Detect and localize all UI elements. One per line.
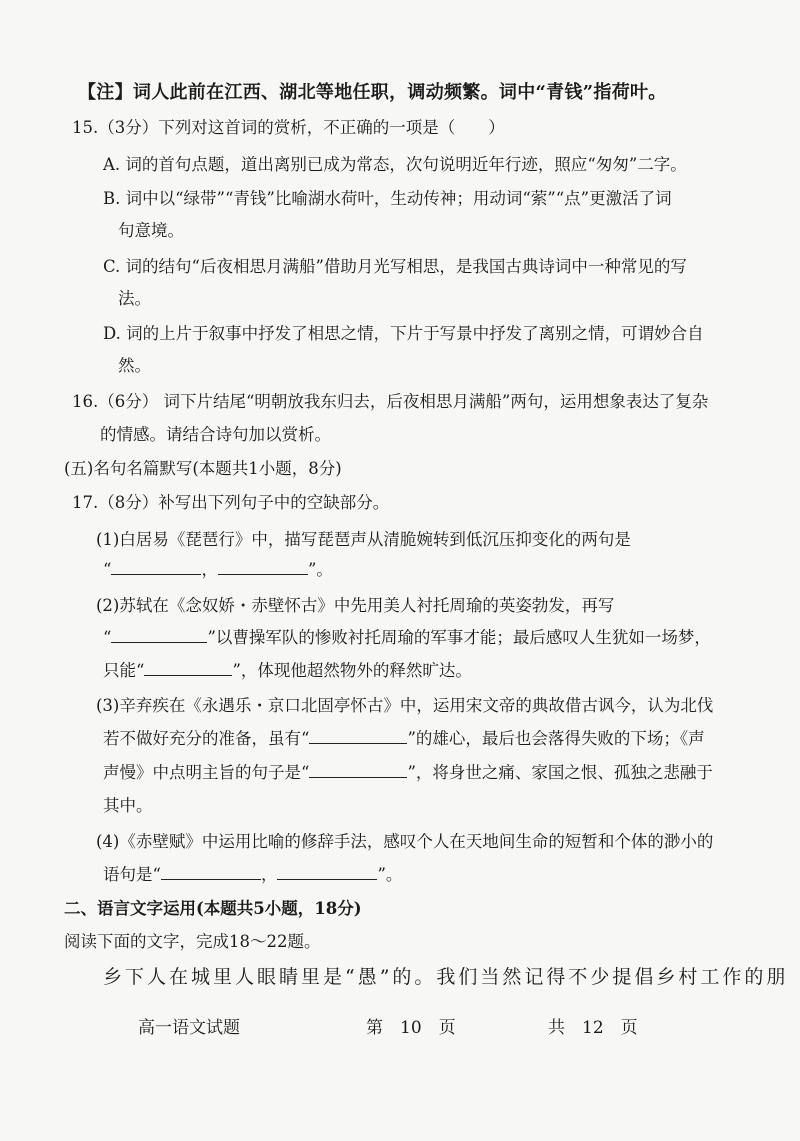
q17-part3-line2: 若不做好充分的准备，虽有“ ”的雄心，最后也会落得失败的下场；《声 (103, 729, 705, 748)
q17-part1-line1: (1)白居易《琵琶行》中，描写琵琶声从清脆婉转到低沉压抑变化的两句是 (96, 530, 631, 549)
question-16-line2: 的情感。请结合诗句加以赏析。 (100, 425, 331, 444)
q17-part3-line1: (3)辛弃疾在《永遇乐・京口北固亭怀古》中，运用宋文帝的典故借古讽今，认为北伐 (96, 696, 714, 715)
q17-part2-line1: (2)苏轼在《念奴娇・赤壁怀古》中先用美人衬托周瑜的英姿勃发，再写 (96, 596, 615, 615)
answer-blank[interactable] (111, 560, 201, 575)
answer-blank[interactable] (111, 628, 207, 643)
footer-page-number: 第 10 页 (366, 1018, 456, 1038)
option-d-line1: D. 词的上片于叙事中抒发了相思之情，下片于写景中抒发了离别之情，可谓妙合自 (103, 324, 704, 343)
answer-blank[interactable] (309, 763, 407, 778)
reading-instruction: 阅读下面的文字，完成18～22题。 (64, 932, 321, 951)
question-17-stem: 17.（8分）补写出下列句子中的空缺部分。 (72, 493, 390, 512)
q17-part1-answer-line: “ ， ”。 (103, 560, 333, 579)
question-15-stem: 15.（3分）下列对这首词的赏析，不正确的一项是（ ） (72, 118, 505, 137)
answer-blank[interactable] (309, 729, 407, 744)
option-c-line1: C. 词的结句“后夜相思月满船”借助月光写相思，是我国古典诗词中一种常见的写 (103, 257, 687, 276)
section-5-heading: (五)名句名篇默写(本题共1小题，8分) (64, 459, 342, 478)
annotation-note: 【注】词人此前在江西、湖北等地任职，调动频繁。词中“青钱”指荷叶。 (78, 82, 667, 103)
option-c-line2: 法。 (118, 289, 151, 308)
option-a: A. 词的首句点题，道出离别已成为常态，次句说明近年行迹，照应“匆匆”二字。 (103, 155, 687, 174)
footer-title: 高一语文试题 (138, 1018, 240, 1038)
q17-part3-line4: 其中。 (103, 796, 153, 815)
answer-blank[interactable] (218, 560, 308, 575)
q17-part2-line2: “ ”以曹操军队的惨败衬托周瑜的军事才能；最后感叹人生犹如一场梦， (103, 628, 711, 647)
option-d-line2: 然。 (118, 356, 151, 375)
section-2-heading: 二、语言文字运用(本题共5小题，18分) (64, 899, 362, 918)
option-b-line1: B. 词中以“绿带”“青钱”比喻湖水荷叶，生动传神；用动词“萦”“点”更激活了词 (103, 189, 672, 208)
q17-part2-line3: 只能“ ”，体现他超然物外的释然旷达。 (103, 661, 472, 680)
answer-blank[interactable] (277, 865, 377, 880)
passage-line1: 乡下人在城里人眼睛里是“愚”的。我们当然记得不少提倡乡村工作的朋 (103, 966, 789, 988)
answer-blank[interactable] (161, 865, 261, 880)
q17-part4-line2: 语句是“ ， ”。 (103, 865, 403, 884)
q17-part3-line3: 声慢》中点明主旨的句子是“ ”，将身世之痛、家国之恨、孤独之悲融于 (103, 763, 713, 782)
question-16-line1: 16.（6分） 词下片结尾“明朝放我东归去，后夜相思月满船”两句，运用想象表达了复杂 (72, 392, 709, 411)
option-b-line2: 句意境。 (118, 221, 184, 240)
footer-total-pages: 共 12 页 (548, 1018, 638, 1038)
q17-part4-line1: (4)《赤壁赋》中运用比喻的修辞手法，感叹个人在天地间生命的短暂和个体的渺小的 (96, 832, 714, 851)
answer-blank[interactable] (144, 661, 232, 676)
